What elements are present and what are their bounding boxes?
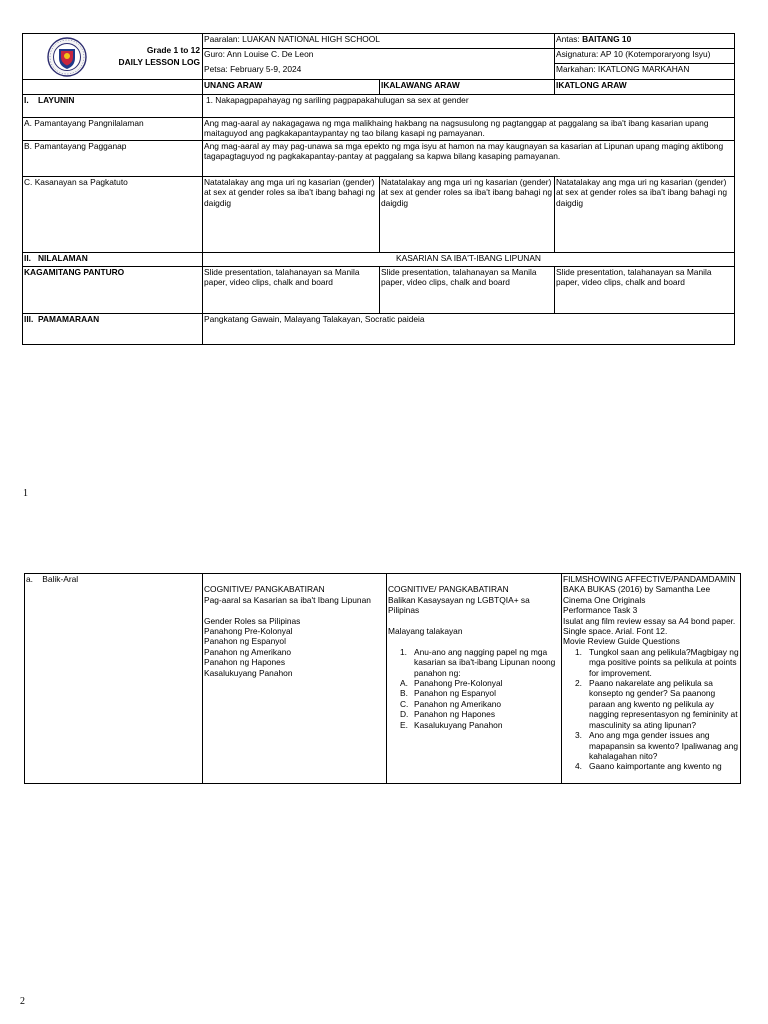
list-item: A. Panahong Pre-Kolonyal [400, 678, 503, 689]
list-item: B. Panahon ng Espanyol [400, 688, 496, 699]
page-number-2: 2 [20, 996, 25, 1007]
grade-label: Grade 1 to 12 [146, 45, 200, 55]
layunin-label: I. LAYUNIN [23, 95, 203, 118]
col3-line: Isulat ang film review essay sa A4 bond paper. Single space. Arial. Font 12. [563, 615, 736, 637]
log-title: DAILY LESSON LOG [118, 57, 200, 67]
balik-aral-label: a. Balik-Aral [25, 574, 203, 784]
list-item: 4. Gaano kaimportante ang kwento ng [575, 761, 722, 772]
col1-item: Panahon ng Espanyol [204, 636, 286, 647]
pangnilalaman-text: Ang mag-aaral ay nakagagawa ng mga malikhaing hakbang na nagsusulong ng pagtanggap at paggalang sa iba't ibang kasarian upang maitaguyod ang pagkakapantaypantay ng tao bilang kasapi ng pamayanan. [203, 118, 735, 141]
col2-cell [387, 574, 562, 784]
col3-line: Cinema One Originals [563, 594, 646, 605]
list-item: 1. Tungkol saan ang pelikula?Magbigay ng mga positive points sa pelikula at points for improvement. [575, 646, 739, 678]
day3-header: IKATLONG ARAW [555, 80, 735, 95]
header-logo-cell [23, 34, 203, 80]
kasanayan-day2: Natatalakay ang mga uri ng kasarian (gender) at sex at gender roles sa iba't ibang bahagi ng daigdig [380, 177, 555, 253]
markahan-cell: Markahan: IKATLONG MARKAHAN [555, 64, 735, 80]
layunin-text: 1. Nakapagpapahayag ng sariling pagpapakahulugan sa sex at gender [203, 95, 735, 118]
antas-cell: Antas: BAITANG 10 [555, 34, 735, 49]
col1-sub: Pag-aaral sa Kasarian sa iba't Ibang Lipunan [204, 594, 371, 605]
col3-question-list [563, 647, 739, 772]
col1-item: Panahon ng Hapones [204, 657, 286, 668]
page-number-1: 1 [23, 488, 28, 499]
petsa-cell: Petsa: February 5-9, 2024 [203, 64, 555, 80]
asignatura-cell: Asignatura: AP 10 (Kotemporaryong Isyu) [555, 49, 735, 64]
list-item: D. Panahon ng Hapones [400, 709, 496, 720]
kasanayan-label: C. Kasanayan sa Pagkatuto [23, 177, 203, 253]
col3-line: Performance Task 3 [563, 605, 638, 616]
col3-line: BAKA BUKAS (2016) by Samantha Lee [563, 584, 711, 595]
list-item: 3. Ano ang mga gender issues ang mapapansin sa kwento? Ipaliwanag ang kahalagahan nito? [575, 730, 738, 761]
col2-heading: COGNITIVE/ PANGKABATIRAN [388, 584, 509, 595]
daily-lesson-log-table [22, 33, 735, 345]
balik-aral-table [24, 573, 741, 784]
paaralan-cell: Paaralan: LUAKAN NATIONAL HIGH SCHOOL [203, 34, 555, 49]
list-item: E. Kasalukuyang Panahon [400, 719, 503, 730]
pagganap-label: B. Pamantayang Pagganap [23, 141, 203, 177]
col1-item: Panahong Pre-Kolonyal [204, 626, 293, 636]
kagamitan-day2: Slide presentation, talahanayan sa Manila paper, video clips, chalk and board [380, 267, 555, 314]
col2-question-list [388, 647, 560, 678]
day1-header: UNANG ARAW [203, 80, 380, 95]
col1-list-title: Gender Roles sa Pilipinas [204, 615, 301, 626]
antas-value: BAITANG 10 [582, 34, 632, 44]
nilalaman-label: II. NILALAMAN [23, 253, 203, 267]
pagganap-text: Ang mag-aaral ay may pag-unawa sa mga epekto ng mga isyu at hamon na may kaugnayan sa kasarian at Lipunan upang maging aktibong tagapagtaguyod ng pagkakapantay-pantay at paggalang sa kapwa bilang kasaping pamayanan. [203, 141, 735, 177]
kasanayan-day3: Natatalakay ang mga uri ng kasarian (gender) at sex at gender roles sa iba't ibang bahagi ng daigdig [555, 177, 735, 253]
nilalaman-text: KASARIAN SA IBA'T-IBANG LIPUNAN [203, 253, 735, 267]
kagamitan-label: KAGAMITANG PANTURO [23, 267, 203, 314]
kagamitan-day3: Slide presentation, talahanayan sa Manila paper, video clips, chalk and board [555, 267, 735, 314]
day2-header: IKALAWANG ARAW [380, 80, 555, 95]
col2-sub-list [388, 678, 560, 730]
col1-heading: COGNITIVE/ PANGKABATIRAN [204, 584, 325, 595]
page-2 [0, 512, 768, 1024]
col2-sub: Balikan Kasaysayan ng LGBTQIA+ sa Pilipinas [388, 594, 530, 616]
col1-item: Panahon ng Amerikano [204, 646, 292, 657]
deped-seal-icon [47, 37, 87, 77]
kagamitan-day1: Slide presentation, talahanayan sa Manila paper, video clips, chalk and board [203, 267, 380, 314]
list-item: 2. Paano nakarelate ang pelikula sa konsepto ng gender? Sa paanong paraan ang kwento ng pelikula ay nagging representasyon ng femininity at masculinity sa ating lipunan? [575, 678, 738, 730]
col3-line: FILMSHOWING AFFECTIVE/PANDAMDAMIN [563, 574, 736, 584]
pamamaraan-label: III. PAMAMARAAN [23, 314, 203, 345]
col2-talakayan: Malayang talakayan [388, 626, 463, 636]
pamamaraan-text: Pangkatang Gawain, Malayang Talakayan, Socratic paideia [203, 314, 735, 345]
kasanayan-day1: Natatalakay ang mga uri ng kasarian (gender) at sex at gender roles sa iba't ibang bahagi ng daigdig [203, 177, 380, 253]
list-item: C. Panahon ng Amerikano [400, 698, 502, 709]
col1-item: Kasalukuyang Panahon [204, 667, 293, 678]
header-grade-block [119, 44, 200, 68]
guro-cell: Guro: Ann Louise C. De Leon [203, 49, 555, 64]
pangnilalaman-label: A. Pamantayang Pangnilalaman [23, 118, 203, 141]
empty-header-cell [23, 80, 203, 95]
col3-line: Movie Review Guide Questions [563, 636, 680, 647]
list-item: 1. Anu-ano ang nagging papel ng mga kasarian sa iba't-ibang Lipunan noong panahon ng: [400, 646, 556, 678]
col3-cell [562, 574, 741, 784]
col1-cell [203, 574, 387, 784]
